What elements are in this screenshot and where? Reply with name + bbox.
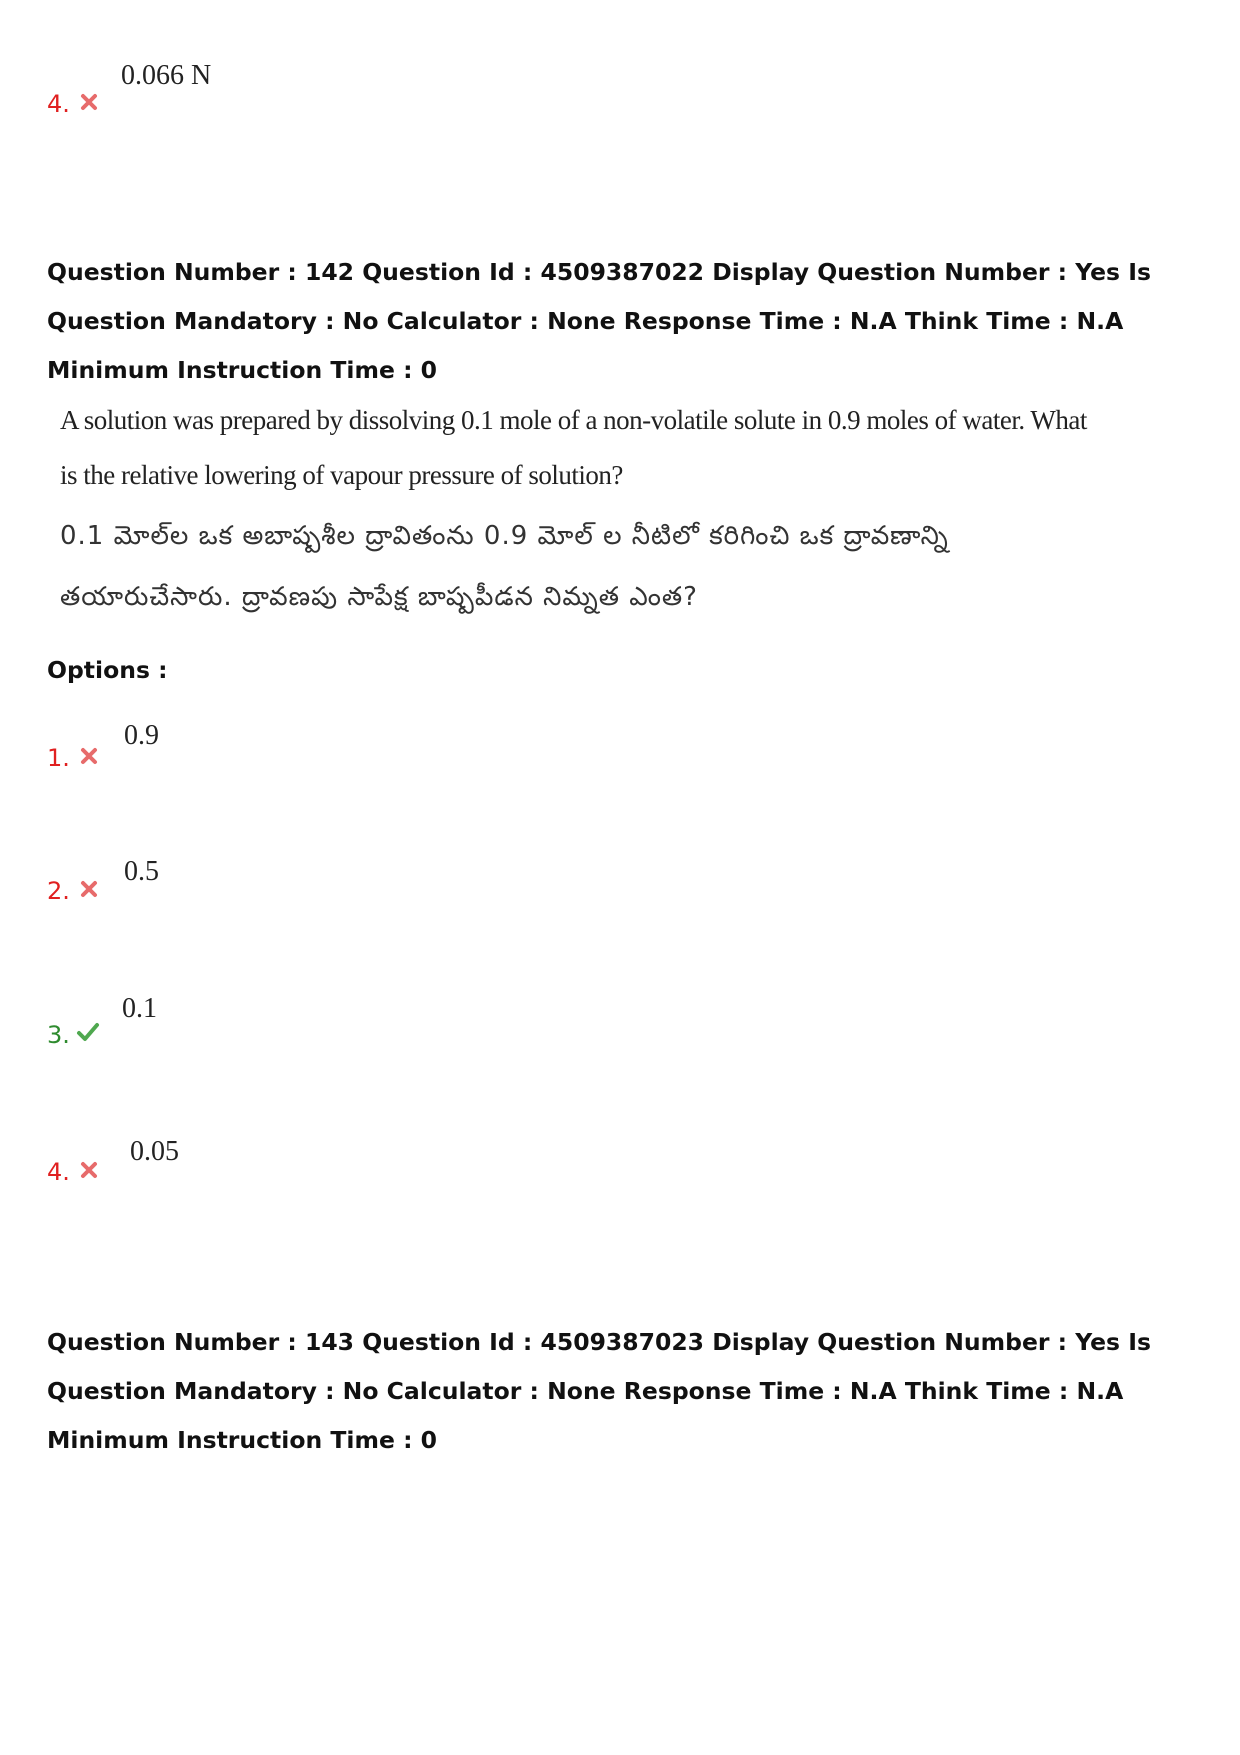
cross-icon (79, 746, 99, 766)
question-text-en-line-1: A solution was prepared by dissolving 0.1 mole of a non-volatile solute in 0.9 moles of water. What (60, 405, 1087, 435)
option-value: 0.5 (124, 856, 159, 887)
question-text-te-line-1: 0.1 మోల్‌ల ఒక అబాష్పశీల ద్రావితంను 0.9 మోల్ ల నీటిలో కరిగించి ఒక ద్రావణాన్ని (60, 521, 949, 551)
option-number: 4. (47, 1158, 70, 1186)
option-number: 1. (47, 744, 70, 772)
cross-icon (79, 879, 99, 899)
question-text-te-line-2: తయారుచేసారు. ద్రావణపు సాపేక్ష బాష్పపీడన నిమ్నత ఎంత? (60, 582, 698, 612)
check-icon (76, 1021, 100, 1043)
option-value: 0.1 (122, 993, 157, 1024)
cross-icon (79, 92, 99, 112)
question-meta-142: Question Number : 142 Question Id : 4509387022 Display Question Number : Yes Is Question Mandatory : No Calculator : None Response Time : N.A Think Time : N.A Minimum Instruction Time : 0 (47, 258, 1151, 384)
option-value: 0.05 (130, 1136, 179, 1167)
option-number: 2. (47, 877, 70, 905)
option-value: 0.9 (124, 720, 159, 751)
option-value: 0.066 N (121, 60, 212, 91)
question-text-en-line-2: is the relative lowering of vapour pressure of solution? (60, 460, 623, 490)
question-meta-143: Question Number : 143 Question Id : 4509387023 Display Question Number : Yes Is Question Mandatory : No Calculator : None Response Time : N.A Think Time : N.A Minimum Instruction Time : 0 (47, 1328, 1151, 1454)
option-number: 4. (47, 90, 70, 118)
option-number: 3. (47, 1021, 70, 1049)
cross-icon (79, 1160, 99, 1180)
options-label: Options : (47, 656, 168, 684)
